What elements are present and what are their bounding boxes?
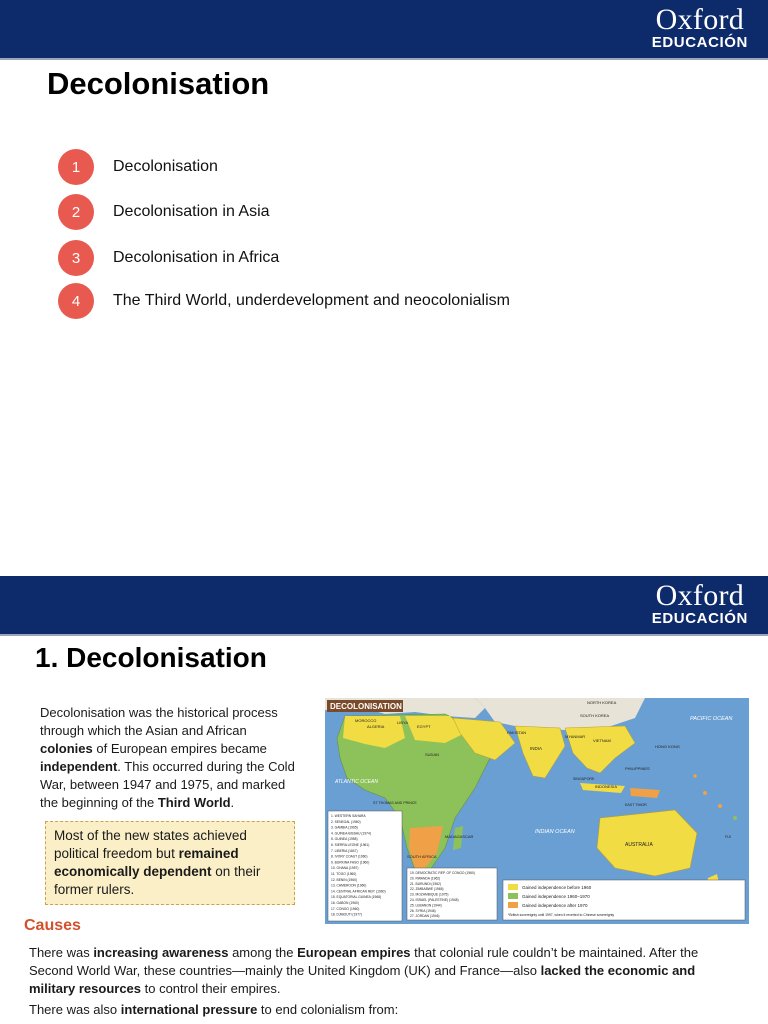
legend-label: Gained independence 1960–1970 [522,894,590,899]
country-list-entry: 20. RWANDA (1962) [410,876,441,881]
text-run: that colonial rule couldn’t be maintained. After the Second World War, these countries—mainly the United Kingdom (UK) and France—also [29,945,699,978]
country-list-entry: 3. GAMBIA (1965) [331,825,358,830]
country-label: EGYPT [417,724,431,729]
pressure-paragraph [29,1001,739,1019]
bold-text: lacked the economic and military resources [29,963,696,996]
agenda-item[interactable] [58,283,510,319]
country-list-entry: 9. BURKINA FASO (1960) [331,860,370,865]
text-run: . This occurred during the Cold War, between 1947 and 1975, and marked the beginning of the [40,759,295,810]
legend-swatch-orange [508,902,518,908]
bold-text: independent [40,759,118,774]
country-list-entry: 1. WESTERN SAHARA [331,814,366,818]
country-list-entry: 4. GUINEA-BISSAU (1974) [331,831,371,836]
country-list-entry: 15. EQUATORIAL GUINEA (1968) [331,895,382,900]
bold-text: international pressure [120,1002,258,1017]
country-label: SUDAN [425,752,440,757]
country-label: NORTH KOREA [587,700,617,705]
country-list-entry: 18. DJIBOUTI (1977) [331,912,362,917]
country-label: AUSTRALIA [625,842,653,848]
agenda-label: Decolonisation in Africa [113,249,280,266]
country-list-entry: 2. SENEGAL (1960) [331,819,361,824]
text-run: There was [29,945,94,960]
text-run: to control their empires. [141,981,281,996]
legend-label: Gained independence before 1960 [522,885,592,890]
country-list-entry: 23. MOZAMBIQUE (1975) [410,892,449,897]
brand-logo [652,5,748,51]
number-badge: 1 [58,149,94,185]
country-label: PHILIPPINES [625,766,650,771]
slide-header [0,576,768,636]
map-island [693,774,697,778]
map-island [733,816,737,820]
country-list-entry: 7. LIBERIA (1847) [331,848,358,853]
country-list-entry: 17. CONGO (1960) [331,906,360,911]
number-badge: 2 [58,194,94,230]
text-run: Decolonisation was the historical process through which the Asian and African [40,705,278,738]
country-list-entry: 22. ZIMBABWE (1965) [410,887,444,892]
country-list-entry: 14. CENTRAL AFRICAN REP. (1960) [331,889,386,894]
country-list-entry: 5. GUINEA (1958) [331,837,358,842]
legend-swatch-green [508,893,518,899]
country-label: INDIA [530,746,543,751]
bold-text: remained economically dependent [54,846,239,879]
agenda-item[interactable] [58,149,218,185]
brand-name: Oxford [655,579,745,612]
agenda-label: The Third World, underdevelopment and neocolonialism [113,292,510,309]
bold-text: Third World [157,795,231,810]
country-label: SOUTH KOREA [580,713,610,718]
number-badge: 3 [58,240,94,276]
agenda-item[interactable] [58,240,280,276]
page-title: 1. Decolonisation [35,642,267,673]
number-badge: 4 [58,283,94,319]
country-list-entry: 8. IVORY COAST (1960) [331,854,368,859]
bold-text: increasing awareness [93,945,229,960]
bold-text: European empires [297,945,411,960]
country-list-entry: 27. JORDAN (1946) [410,914,440,919]
text-run: on their former rulers. [54,864,261,897]
country-label: LIBYA [397,720,409,725]
brand-subtitle: EDUCACIÓN [651,34,748,51]
country-label: EAST TIMOR [625,803,647,807]
text-run: There was also [29,1002,121,1017]
country-label: PAKISTAN [507,730,527,735]
ocean-label: ATLANTIC OCEAN [335,779,378,785]
ocean-label: INDIAN OCEAN [535,829,575,835]
text-run: to end colonialism from: [257,1002,399,1017]
legend-swatch-yellow [508,884,518,890]
country-list-entry: 16. GABON (1960) [331,901,359,905]
slide-header [0,0,768,60]
country-list-entry: 11. TOGO (1960) [331,872,357,876]
country-label: SOUTH AFRICA [407,854,437,859]
country-label: INDONESIA [595,784,618,789]
legend-note: *British sovereignty until 1997, when it reverted to Chinese sovereignty [508,913,615,917]
callout-box [45,821,295,905]
brand-subtitle: EDUCACIÓN [651,610,748,627]
country-label: ST THOMAS AND PRINCE [373,801,417,805]
bold-text: colonies [40,741,93,756]
text-run: of European empires became [92,741,267,756]
text-run: Most of the new states achieved political freedom but [54,828,247,861]
country-label: VIETNAM [593,738,611,743]
country-label: FIJI [725,835,731,839]
country-list-entry: 6. SIERRA LEONE (1961) [331,843,370,847]
country-label: MADAGASCAR [445,834,474,839]
country-list-entry: 24. ISRAEL (PALESTINE) (1948) [410,898,459,902]
text-run: . [230,795,235,810]
country-list-entry: 19. DEMOCRATIC REP. OF CONGO (1960) [410,871,475,875]
country-label: ALGERIA [367,724,385,729]
map-title: DECOLONISATION [330,702,402,711]
causes-paragraph [29,944,739,998]
country-label: HONG KONG [655,744,680,749]
country-label: MOROCCO [355,718,377,723]
country-list-entry: 21. BURUNDI (1962) [410,881,441,886]
country-list-entry: 12. BENIN (1960) [331,877,358,882]
causes-heading: Causes [24,917,81,934]
map-island [718,804,722,808]
slide-gap [0,560,768,576]
agenda-item[interactable] [58,194,270,230]
country-list-entry: 25. LEBANON (1944) [410,903,442,908]
slide-decolonisation [0,576,768,1024]
country-list-entry: 26. SYRIA (1946) [410,908,436,913]
legend-label: Gained independence after 1970 [522,903,588,908]
country-label: SINGAPORE [573,777,595,781]
agenda-label: Decolonisation in Asia [113,203,270,220]
country-list-entry: 13. CAMEROON (1960) [331,883,367,888]
ocean-label: PACIFIC OCEAN [690,716,733,722]
decolonisation-map [325,698,749,924]
brand-logo [652,581,748,627]
brand-name: Oxford [655,3,745,36]
country-list-entry: 10. GHANA (1957) [331,866,359,871]
map-island [703,791,707,795]
text-run: among the [228,945,298,960]
intro-text [40,704,302,812]
page-title: Decolonisation [47,66,270,101]
country-label: MYANMAR [565,734,586,739]
agenda-label: Decolonisation [113,158,218,175]
